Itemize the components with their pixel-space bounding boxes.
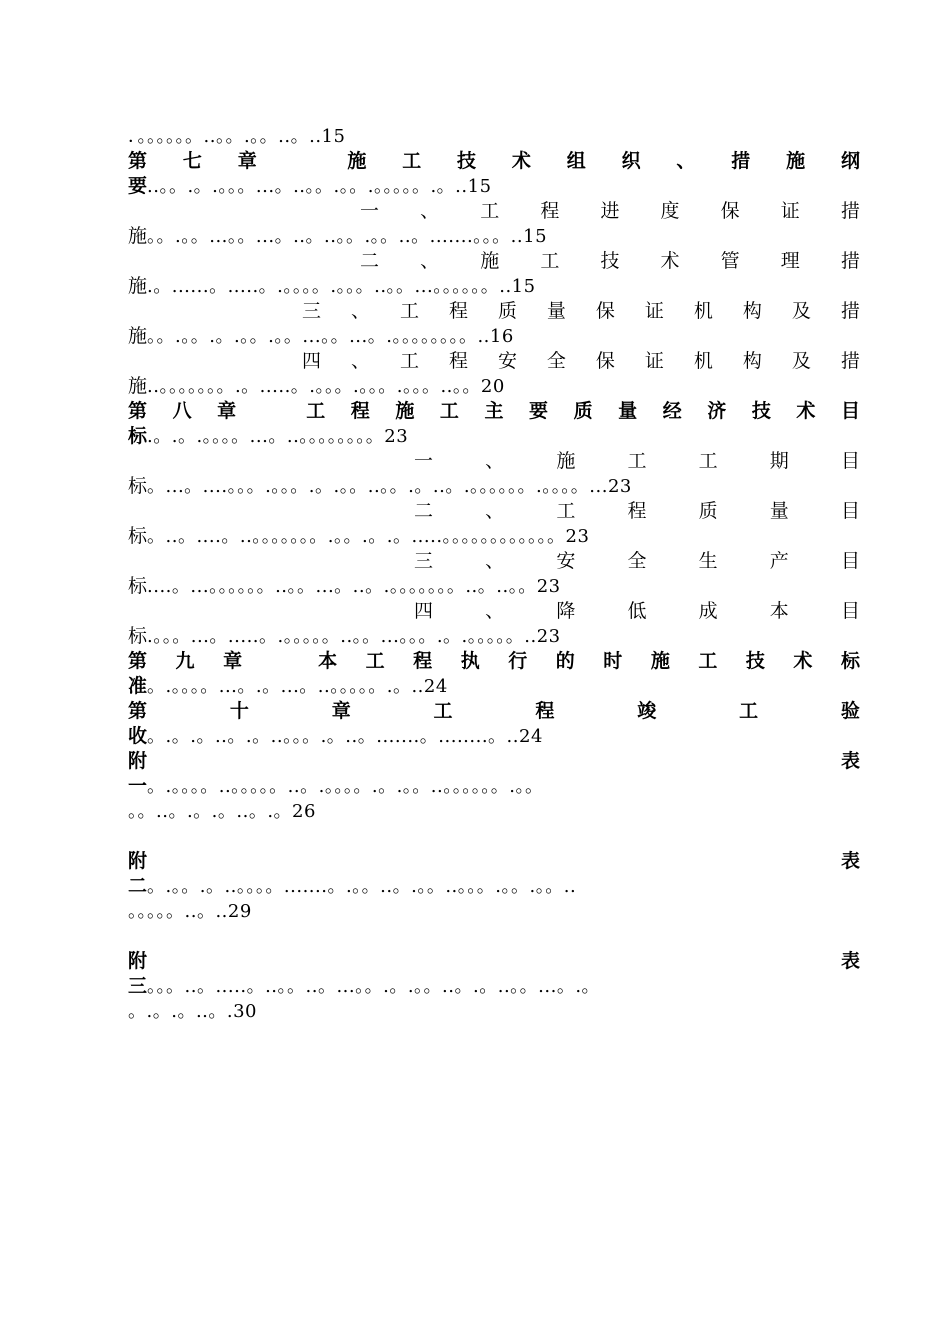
toc-heading-char: 工 [399, 350, 419, 372]
toc-heading-char: 质 [698, 500, 718, 522]
toc-leader-dots: ．。。。。。。..。。.。。..。..15 [128, 126, 346, 147]
toc-heading-char: 章 [223, 650, 243, 672]
toc-chapter-heading [128, 399, 860, 424]
toc-heading-char: 三 [414, 550, 434, 572]
toc-leader-line [128, 424, 860, 449]
toc-heading-char: 、 [485, 600, 505, 622]
toc-heading-char: 及 [791, 350, 811, 372]
toc-heading-char: 工 [399, 300, 419, 322]
toc-heading-char: 验 [840, 700, 860, 722]
toc-heading-char: 组 [566, 150, 586, 172]
toc-heading-char: 技 [600, 250, 620, 272]
toc-leader-line [128, 799, 860, 824]
toc-heading-char: 一 [360, 200, 380, 222]
toc-heading-char: 工 [439, 400, 459, 422]
toc-heading-char: 量 [546, 300, 566, 322]
toc-leader-line [128, 324, 860, 349]
toc-leader-line [128, 624, 860, 649]
toc-heading-char: 安 [556, 550, 576, 572]
toc-heading-char: 施 [556, 450, 576, 472]
toc-heading-char: 度 [660, 200, 680, 222]
toc-heading-char: 措 [731, 150, 751, 172]
toc-heading-char: 章 [237, 150, 257, 172]
toc-leader-dots: 。..。....。..。。。。。。。.。。.。.。.....。。。。。。。。。。。。23 [147, 526, 590, 547]
toc-leader-lead-char: 二 [128, 875, 148, 897]
toc-heading-char: 九 [175, 650, 195, 672]
toc-heading-char: 、 [420, 250, 440, 272]
toc-heading-char: 低 [627, 600, 647, 622]
toc-leader-dots: 。。..。.。.。..。.。26 [128, 801, 316, 822]
toc-heading-char: 织 [621, 150, 641, 172]
toc-section-heading [128, 499, 860, 524]
toc-heading-char: 的 [555, 650, 575, 672]
toc-heading-char: 技 [751, 400, 771, 422]
toc-heading-char: 竣 [637, 700, 657, 722]
toc-leader-lead-char: 三 [128, 975, 148, 997]
toc-heading-char: 、 [485, 500, 505, 522]
toc-heading-char: 十 [229, 700, 249, 722]
toc-leader-line [128, 999, 860, 1024]
toc-heading-char: 表 [840, 950, 860, 972]
toc-heading-char: 、 [420, 200, 440, 222]
toc-leader-dots: 。.。.。..。.。..。。。.。..。.......。........。..24 [147, 726, 543, 747]
toc-leader-dots: 。.。.。..。.30 [128, 1001, 258, 1022]
toc-heading-char: 措 [840, 250, 860, 272]
toc-leader-dots: 。。。。。..。..29 [128, 901, 252, 922]
toc-heading-char: 机 [693, 350, 713, 372]
toc-heading-char: 本 [318, 650, 338, 672]
toc-heading-char: 措 [840, 200, 860, 222]
toc-heading-char: 、 [485, 450, 505, 472]
toc-leader-dots: 。。.。。...。。...。..。..。。.。。..。.......。。。..15 [147, 226, 548, 247]
toc-leader-lead-char: 准 [128, 675, 148, 697]
toc-heading-char: 全 [546, 350, 566, 372]
toc-heading-char: 目 [840, 450, 860, 472]
toc-heading-char: 执 [460, 650, 480, 672]
toc-leader-line [128, 274, 860, 299]
toc-heading-char: 机 [693, 300, 713, 322]
toc-heading-char: 程 [535, 700, 555, 722]
toc-leader-dots: ..。。。。。。。.。.....。.。。。.。。。.。。。..。。20 [147, 376, 505, 397]
toc-heading-char: 标 [840, 650, 860, 672]
toc-heading-char: 工 [698, 650, 718, 672]
toc-heading-char: 三 [302, 300, 322, 322]
toc-heading-char: 产 [769, 550, 789, 572]
toc-section-heading [128, 449, 860, 474]
toc-heading-char: 工 [540, 250, 560, 272]
toc-heading-char: 七 [182, 150, 202, 172]
toc-heading-char: 术 [793, 650, 813, 672]
toc-heading-char: 济 [707, 400, 727, 422]
toc-heading-char: 术 [511, 150, 531, 172]
toc-leader-line [128, 674, 860, 699]
toc-chapter-heading [128, 149, 860, 174]
toc-heading-char: 工 [556, 500, 576, 522]
toc-heading-char: 理 [780, 250, 800, 272]
toc-heading-char: 全 [627, 550, 647, 572]
toc-leader-line [128, 374, 860, 399]
toc-leader-dots: 。...。....。。。.。。。.。.。。..。。.。..。.。。。。。。.。。。。...23 [147, 476, 632, 497]
toc-leader-dots: .。。。...。.....。.。。。。。..。。...。。。.。.。。。。。..23 [147, 626, 561, 647]
toc-heading-char: 工 [433, 700, 453, 722]
toc-heading-char: 生 [698, 550, 718, 572]
toc-heading-char: 证 [644, 350, 664, 372]
toc-leader-dots: 。。。..。.....。..。。..。...。。.。.。。..。.。..。。...。.。 [147, 976, 601, 997]
toc-leader-dots: 。.。。。。...。.。...。..。。。。。.。..24 [147, 676, 448, 697]
toc-heading-char: 工 [698, 450, 718, 472]
toc-heading-char: 表 [840, 750, 860, 772]
toc-heading-char: 证 [644, 300, 664, 322]
toc-heading-char: 保 [595, 350, 615, 372]
toc-heading-char: 施 [650, 650, 670, 672]
toc-heading-char: 第 [128, 150, 148, 172]
toc-heading-char: 经 [662, 400, 682, 422]
toc-heading-char: 要 [529, 400, 549, 422]
toc-leader-lead-char: 收 [128, 725, 148, 747]
toc-leader-dots: 。。.。。.。.。。.。。...。。...。.。。。。。。。。..16 [147, 326, 514, 347]
toc-heading-char: 工 [365, 650, 385, 672]
toc-leader-lead-char: 施 [128, 275, 148, 297]
toc-leader-line [128, 974, 860, 999]
toc-heading-char: 工 [627, 450, 647, 472]
toc-heading-char: 行 [508, 650, 528, 672]
toc-heading-char: 构 [742, 350, 762, 372]
toc-heading-char: 施 [347, 150, 367, 172]
toc-heading-char: 技 [457, 150, 477, 172]
toc-chapter-heading [128, 699, 860, 724]
toc-heading-char: 程 [540, 200, 560, 222]
toc-heading-char: 安 [497, 350, 517, 372]
toc-section-heading [128, 349, 860, 374]
toc-heading-char: 本 [769, 600, 789, 622]
toc-heading-char: 第 [128, 700, 148, 722]
toc-heading-char: 目 [840, 550, 860, 572]
toc-heading-char: 二 [414, 500, 434, 522]
toc-heading-char: 进 [600, 200, 620, 222]
toc-section-heading [128, 599, 860, 624]
toc-heading-char: 二 [360, 250, 380, 272]
toc-chapter-heading [128, 649, 860, 674]
toc-heading-char: 保 [595, 300, 615, 322]
toc-leader-lead-char: 施 [128, 225, 148, 247]
toc-leader-line [128, 774, 860, 799]
toc-leader-line [128, 899, 860, 924]
toc-heading-char: 程 [350, 400, 370, 422]
toc-heading-char: 章 [217, 400, 237, 422]
toc-leader-lead-char: 施 [128, 375, 148, 397]
toc-heading-char: 目 [840, 600, 860, 622]
toc-heading-char: 程 [413, 650, 433, 672]
toc-heading-char: 目 [840, 400, 860, 422]
toc-heading-char: 及 [791, 300, 811, 322]
toc-section-heading [128, 199, 860, 224]
toc-heading-char: 措 [840, 350, 860, 372]
toc-leader-lead-char: 施 [128, 325, 148, 347]
toc-chapter-heading [128, 949, 860, 974]
toc-heading-char: 表 [840, 850, 860, 872]
toc-heading-char: 保 [720, 200, 740, 222]
toc-heading-char: 构 [742, 300, 762, 322]
toc-leader-lead-char: 要 [128, 175, 148, 197]
toc-leader-lead-char: 标 [128, 425, 148, 447]
toc-heading-char: 、 [350, 300, 370, 322]
toc-heading-char: 、 [485, 550, 505, 572]
toc-heading-char: 第 [128, 650, 148, 672]
toc-heading-char: 术 [660, 250, 680, 272]
toc-leader-lead-char: 标 [128, 575, 148, 597]
toc-section-heading [128, 299, 860, 324]
toc-chapter-heading [128, 849, 860, 874]
table-of-contents [128, 124, 860, 1024]
toc-heading-char: 施 [480, 250, 500, 272]
toc-heading-char: 质 [573, 400, 593, 422]
toc-heading-char: 主 [484, 400, 504, 422]
toc-heading-char: 工 [306, 400, 326, 422]
toc-leader-dots: .。......。.....。.。。。。.。。。..。。...。。。。。。..15 [147, 276, 536, 297]
toc-heading-char: 降 [556, 600, 576, 622]
toc-spacer [128, 824, 860, 849]
toc-leader-lead-char: 标 [128, 625, 148, 647]
toc-heading-char: 术 [796, 400, 816, 422]
toc-leader-line [128, 174, 860, 199]
toc-heading-char: 附 [128, 850, 148, 872]
toc-heading-char: 成 [698, 600, 718, 622]
toc-heading-char: 四 [414, 600, 434, 622]
toc-heading-char: 施 [786, 150, 806, 172]
toc-leader-lead-char: 标 [128, 475, 148, 497]
toc-spacer [128, 924, 860, 949]
toc-leader-line [128, 524, 860, 549]
toc-leader-line [128, 474, 860, 499]
toc-leader-dots: .。.。.。。。。...。..。。。。。。。。23 [147, 426, 409, 447]
toc-heading-char: 质 [497, 300, 517, 322]
toc-heading-char: 八 [172, 400, 192, 422]
toc-heading-char: 程 [627, 500, 647, 522]
toc-heading-char: 技 [745, 650, 765, 672]
toc-section-heading [128, 249, 860, 274]
toc-leader-line [128, 874, 860, 899]
toc-heading-char: 管 [720, 250, 740, 272]
toc-heading-char: 施 [395, 400, 415, 422]
toc-leader-line [128, 724, 860, 749]
toc-heading-char: 程 [448, 300, 468, 322]
toc-leader-line [128, 574, 860, 599]
toc-heading-char: 期 [769, 450, 789, 472]
toc-leader-line [128, 224, 860, 249]
toc-heading-char: 、 [676, 150, 696, 172]
toc-heading-char: 量 [618, 400, 638, 422]
toc-leader-dots: 。.。。.。..。。。。.......。.。。..。.。。..。。。.。。.。。.. [147, 876, 577, 897]
toc-heading-char: 附 [128, 750, 148, 772]
toc-heading-char: 章 [331, 700, 351, 722]
toc-heading-char: 纲 [840, 150, 860, 172]
toc-heading-char: 措 [840, 300, 860, 322]
toc-chapter-heading [128, 749, 860, 774]
toc-heading-char: 时 [603, 650, 623, 672]
toc-heading-char: 目 [840, 500, 860, 522]
toc-heading-char: 工 [402, 150, 422, 172]
toc-heading-char: 证 [780, 200, 800, 222]
toc-heading-char: 、 [350, 350, 370, 372]
toc-heading-char: 一 [414, 450, 434, 472]
toc-leader-lead-char: 一 [128, 775, 148, 797]
toc-leader-line [128, 124, 860, 149]
toc-leader-lead-char: 标 [128, 525, 148, 547]
toc-heading-char: 四 [302, 350, 322, 372]
toc-heading-char: 程 [448, 350, 468, 372]
toc-heading-char: 量 [769, 500, 789, 522]
toc-leader-dots: ....。...。。。。。。..。。...。..。.。。。。。。。..。..。。23 [147, 576, 561, 597]
toc-heading-char: 工 [739, 700, 759, 722]
toc-heading-char: 附 [128, 950, 148, 972]
toc-heading-char: 工 [480, 200, 500, 222]
toc-leader-dots: 。.。。。。..。。。。。..。.。。。。.。.。。..。。。。。。.。。 [147, 776, 544, 797]
toc-heading-char: 第 [128, 400, 148, 422]
toc-section-heading [128, 549, 860, 574]
toc-leader-dots: ..。。.。.。。。...。..。。.。。.。。。。。.。..15 [147, 176, 492, 197]
